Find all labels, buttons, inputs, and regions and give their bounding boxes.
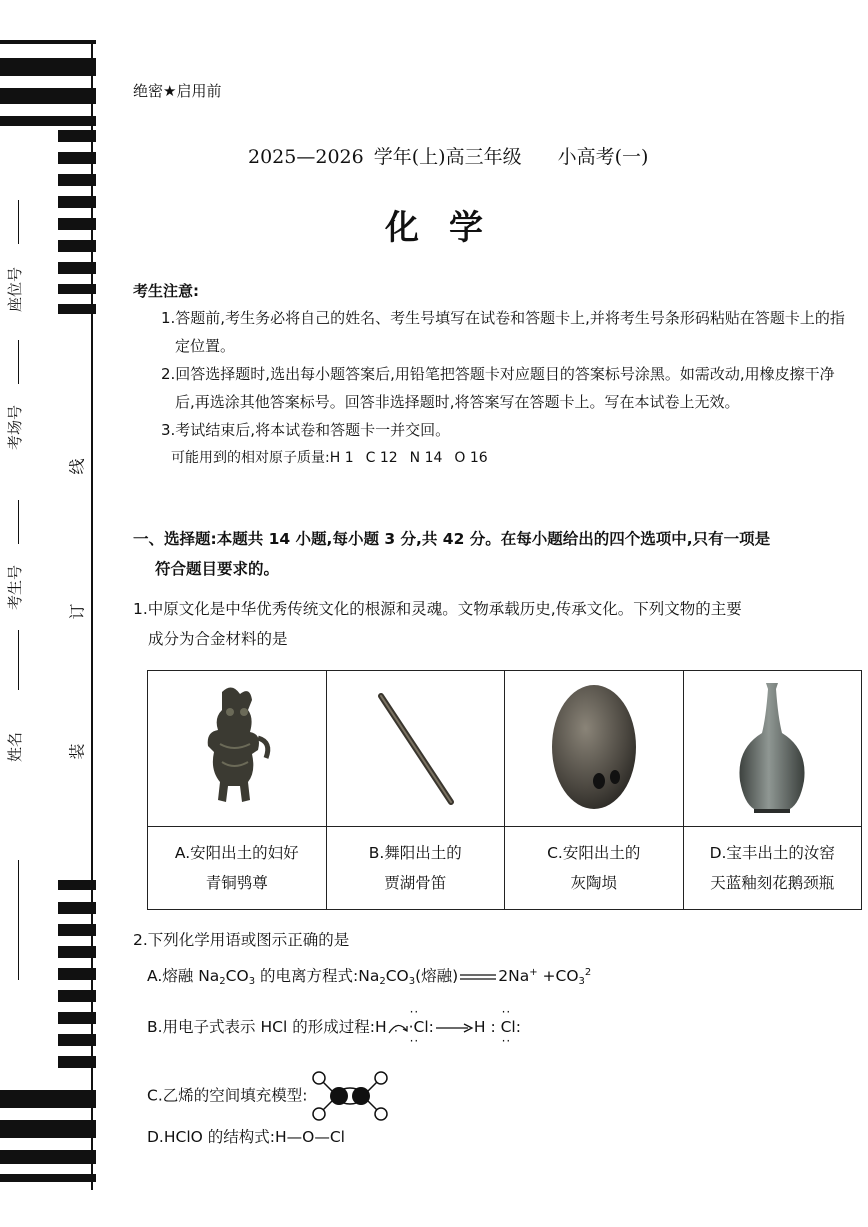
exam-subtitle [248, 142, 648, 169]
bottom-line [18, 860, 19, 980]
bronze-owl-zun-icon [192, 682, 282, 812]
option-c-text: C.乙烯的空间填充模型: [147, 1086, 308, 1105]
option-a-melt: (熔融) [415, 967, 459, 985]
option-a-caption [148, 827, 327, 910]
page-title: 化学 [385, 208, 513, 248]
option-b-text: B.用电子式表示 HCl 的形成过程: [147, 1018, 375, 1036]
bind-order-char: 订 [67, 603, 87, 620]
notice-heading: 考生注意: [133, 282, 199, 300]
exam-series: 小高考(一) [557, 146, 649, 168]
option-b-caption [326, 827, 505, 910]
mass-o: O 16 [454, 450, 488, 466]
room-line [18, 340, 19, 384]
artifact-table [147, 670, 862, 910]
artifact-image-b [326, 671, 505, 827]
name-label: 姓名 [6, 731, 24, 762]
notice-list [133, 304, 853, 472]
question-1-line-1: 1.中原文化是中华优秀传统文化的根源和灵魂。文物承载历史,传承文化。下列文物的主要 [133, 600, 742, 618]
svg-text:·: · [393, 1023, 398, 1037]
atomic-masses-label: 可能用到的相对原子质量: [171, 450, 330, 466]
option-c-caption [505, 827, 684, 910]
question-2-option-a: A.熔融 $Na_2CO_3$ 的电离方程式$:Na_2CO_3$(熔融) $2Na^+ +CO_3^2$ [147, 967, 592, 987]
section-heading [133, 524, 861, 584]
artifact-image-a [148, 671, 327, 827]
option-c-line-1: C.安阳出土的 [547, 844, 641, 862]
question-2-option-c [147, 1070, 393, 1122]
option-a-line-2: 青铜鸮尊 [205, 874, 268, 892]
mass-n: N 14 [409, 450, 443, 466]
reaction-arrow-icon [434, 1023, 474, 1033]
goose-neck-vase-icon [732, 677, 812, 817]
ethylene-model-icon [307, 1070, 393, 1122]
exam-year: 2025—2026 学年(上)高三年级 [248, 146, 522, 168]
option-a-product: 2Na [498, 967, 530, 985]
pottery-xun-icon [539, 677, 649, 817]
bind-mount-char: 装 [67, 743, 87, 760]
option-a-prefix: A.熔融 [147, 967, 194, 985]
option-c-line-2: 灰陶埙 [570, 874, 617, 892]
option-d-line-2: 天蓝釉刻花鹅颈瓶 [710, 874, 835, 892]
electron-transfer-arrow-icon [387, 1019, 409, 1037]
question-2-stem: 2.下列化学用语或图示正确的是 [133, 931, 350, 949]
mass-h: H 1 [329, 450, 354, 466]
question-2-option-b: B.用电子式表示 HCl 的形成过程:H · ·· ·Cl: ·· H : ·· Cl: ·· [147, 1015, 521, 1037]
equilibrium-arrow-icon [458, 971, 498, 983]
bone-flute-icon [355, 682, 475, 812]
bind-line-char: 线 [67, 458, 87, 475]
option-a-mid: 的电离方程式: [260, 967, 359, 985]
hclo-structural-formula: H—O—Cl [275, 1128, 345, 1146]
option-a-line-1: A.安阳出土的妇好 [174, 844, 299, 862]
section-line-1: 一、选择题:本题共 14 小题,每小题 3 分,共 42 分。在每小题给出的四个选项中,只有一项是 [133, 530, 771, 548]
mass-c: C 12 [365, 450, 398, 466]
notice-item-3: 3.考试结束后,将本试卷和答题卡一并交回。 [161, 421, 451, 439]
option-d-text: D.HClO 的结构式: [147, 1128, 275, 1146]
exam-no-line [18, 500, 19, 544]
artifact-image-c [505, 671, 684, 827]
option-b-line-2: 贾湖骨笛 [384, 874, 447, 892]
question-1 [133, 594, 861, 654]
question-2-option-d [147, 1125, 345, 1147]
notice-item-2: 2.回答选择题时,选出每小题答案后,用铅笔把答题卡对应题目的答案标号涂黑。如需改动,用橡皮擦干净后,再选涂其他答案标号。回答非选择题时,将答案写在答题卡上。写在本试卷上无效。 [161, 365, 835, 411]
room-label: 考场号 [6, 404, 24, 450]
artifact-image-d [683, 671, 862, 827]
notice-item-1: 1.答题前,考生务必将自己的姓名、考生号填写在试卷和答题卡上,并将考生号条形码粘贴在答题卡上的指定位置。 [161, 309, 845, 355]
section-line-2: 符合题目要求的。 [155, 560, 280, 578]
confidential-mark: 绝密★启用前 [133, 82, 222, 100]
seat-label: 座位号 [6, 266, 24, 312]
name-line [18, 630, 19, 690]
question-1-line-2: 成分为合金材料的是 [148, 630, 288, 648]
exam-no-label: 考生号 [6, 564, 24, 610]
option-b-line-1: B.舞阳出土的 [368, 844, 462, 862]
option-d-line-1: D.宝丰出土的汝窑 [709, 844, 835, 862]
atomic-masses [133, 444, 853, 472]
option-d-caption [683, 827, 862, 910]
